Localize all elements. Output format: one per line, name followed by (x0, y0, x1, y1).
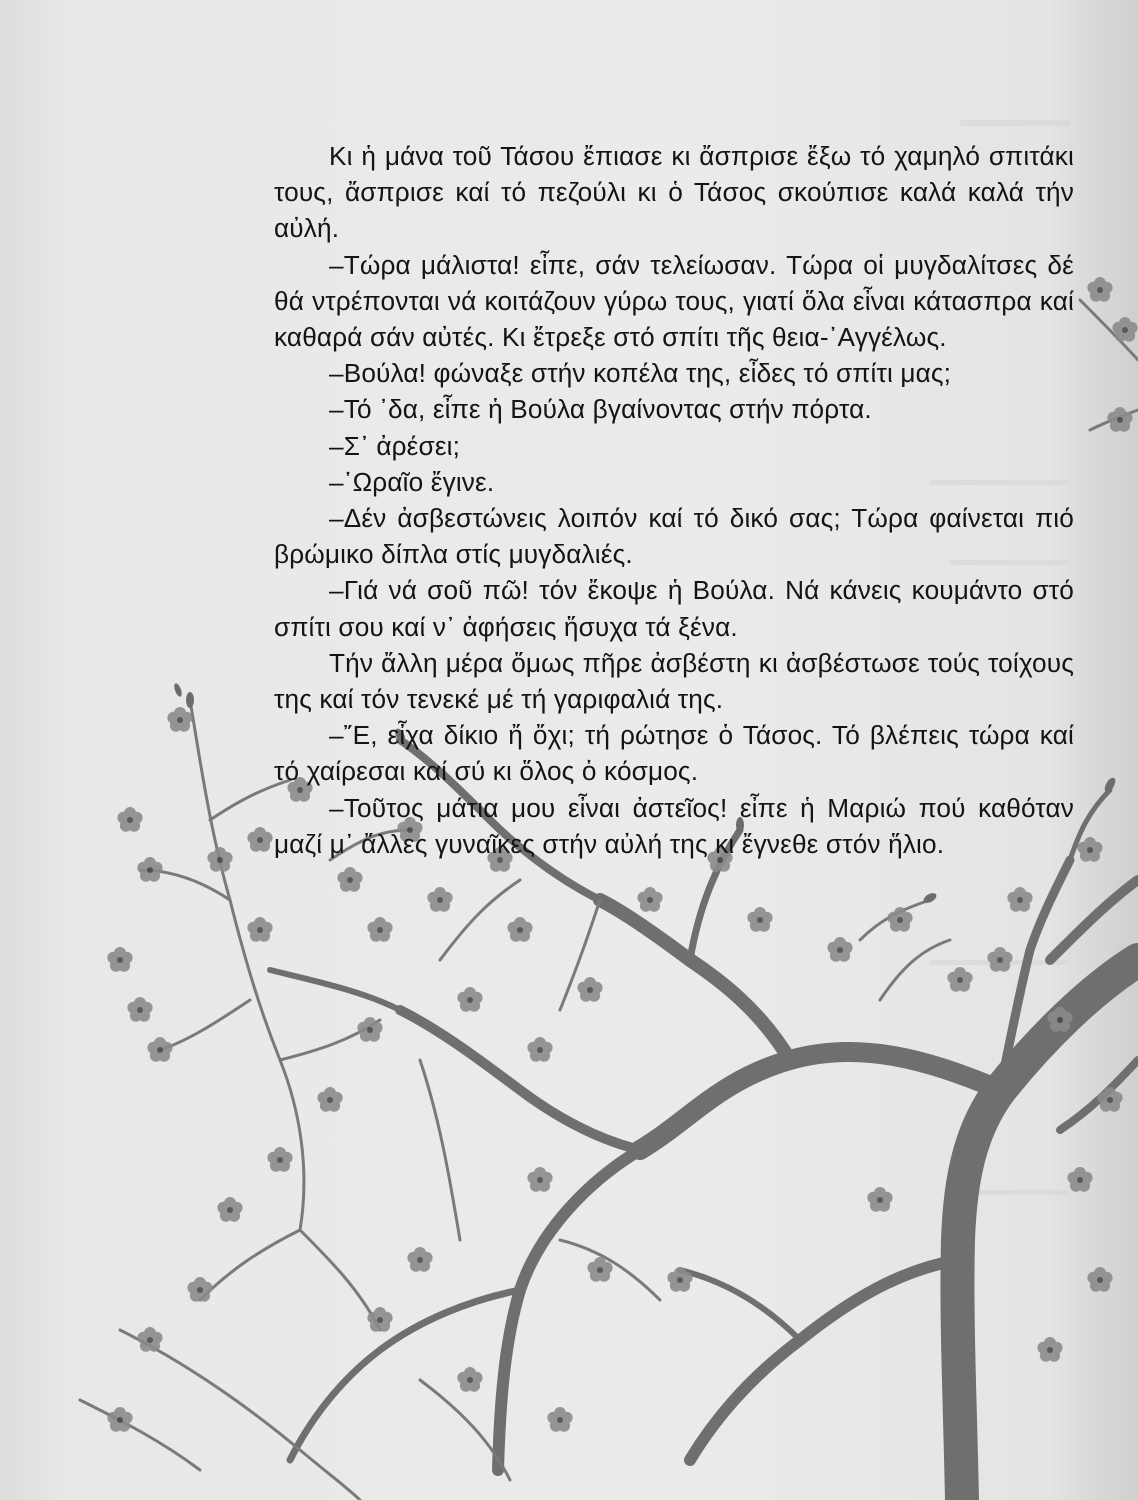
paragraph-10: –῎Ε, εἶχα δίκιο ἤ ὄχι; τή ρώτησε ὁ Τάσος. Τό βλέπεις τώρα καί τό χαίρεσαι καί σύ κι ὅλος ὁ κόσμος. (274, 720, 1074, 787)
paragraph-11: –Τοῦτος μάτια μου εἶναι ἀστεῖος! εἶπε ἡ Μαριώ πού καθόταν μαζί μ᾿ ἄλλες γυναῖκες στήν αὐλή της κι ἔγνεθε στόν ἥλιο. (274, 792, 1074, 859)
story-text (274, 138, 1074, 862)
paragraph-1: Κι ἡ μάνα τοῦ Τάσου ἔπιασε κι ἄσπρισε ἔξω τό χαμηλό σπιτάκι τους, ἄσπρισε καί τό πεζούλι κι ὁ Τάσος σκούπισε καλά καλά τήν αὐλή. (274, 141, 1074, 244)
paragraph-8: –Γιά νά σοῦ πῶ! τόν ἔκοψε ἡ Βούλα. Νά κάνεις κουμάντο στό σπίτι σου καί ν᾿ ἀφήσεις ἥσυχα τά ξένα. (274, 575, 1074, 642)
paragraph-6: –῾Ωραῖο ἔγινε. (329, 466, 495, 497)
paragraph-3: –Βούλα! φώναξε στήν κοπέλα της, εἶδες τό σπίτι μας; (329, 358, 952, 389)
paragraph-7: –Δέν ἀσβεστώνεις λοιπόν καί τό δικό σας; Τώρα φαίνεται πιό βρώμικο δίπλα στίς μυγδαλιές. (274, 503, 1074, 570)
paragraph-5: –Σ᾿ ἀρέσει; (329, 430, 461, 461)
paragraph-4: –Τό ᾿δα, εἶπε ἡ Βούλα βγαίνοντας στήν πόρτα. (329, 394, 872, 425)
paragraph-9: Τήν ἄλλη μέρα ὅμως πῆρε ἀσβέστη κι ἀσβέστωσε τούς τοίχους της καί τόν τενεκέ μέ τή γαριφαλιά της. (274, 647, 1074, 715)
paragraph-2: –Τώρα μάλιστα! εἶπε, σάν τελείωσαν. Τώρα οἱ μυγδαλίτσες δέ θά ντρέπονται νά κοιτάζουν γύρω τους, γιατί ὅλα εἶναι κάτασπρα καί καθαρά σάν αὐτές. Κι ἔτρεξε στό σπίτι τῆς θεια-᾿Αγγέλως. (274, 249, 1074, 353)
